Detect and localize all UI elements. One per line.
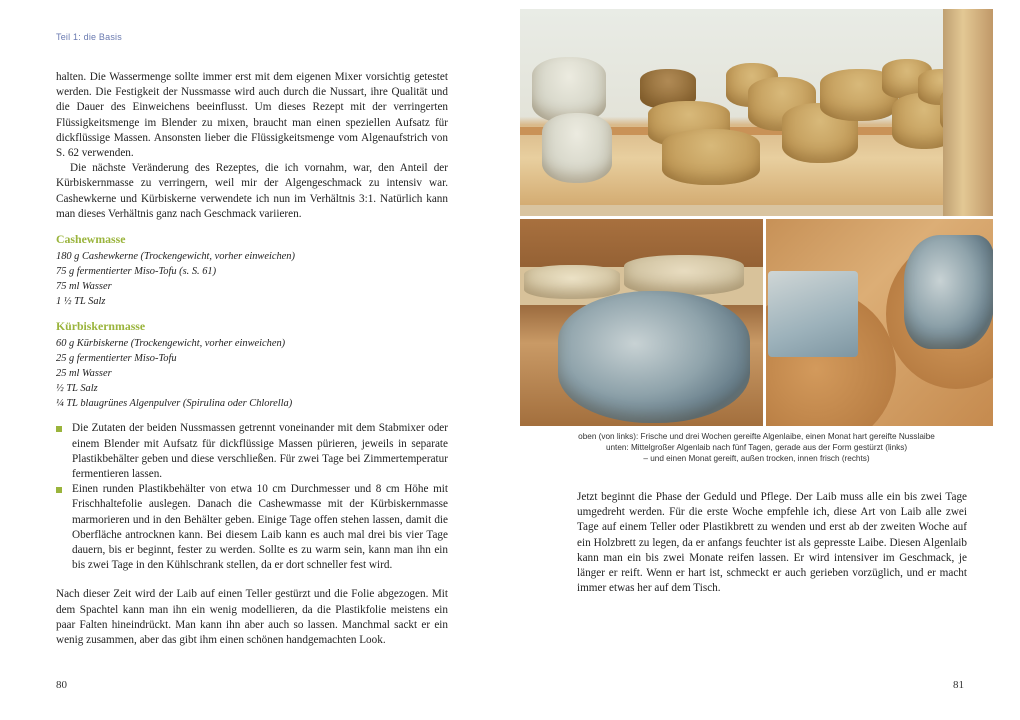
ingredient-item: ½ TL Salz [56, 383, 98, 395]
subheading-cashew: Cashewmasse [56, 232, 126, 247]
ingredient-list-cashew [56, 249, 448, 309]
cheese-wheel [524, 265, 620, 299]
photo-cheese-shelf [520, 9, 993, 216]
ingredient-item: 25 g fermentierter Miso-Tofu [56, 353, 177, 365]
right-page [510, 0, 1020, 720]
page-number-left: 80 [56, 679, 67, 691]
caption-line: – und einen Monat gereift, außen trocken, innen frisch (rechts) [643, 454, 870, 463]
photo-caption [520, 431, 993, 464]
ingredient-list-pumpkin [56, 336, 448, 411]
ingredient-item: 75 ml Wasser [56, 281, 112, 293]
running-head: Teil 1: die Basis [56, 32, 122, 42]
closing-paragraph: Nach dieser Zeit wird der Laib auf einen Teller gestürzt und die Folie abgezogen. Mit dem Spachtel kann man ihn ein wenig modellieren, da die Plastikfolie meistens ein paar Falten hineindrückt. Man kann ihn aber auch so lassen. Manchmal sackt er ein wenig zusammen, aber das gibt ihm einen schönen handgemachten Look. [56, 588, 448, 647]
right-text-column [577, 490, 967, 596]
cheese-wheel [624, 255, 744, 295]
cheese-wheel [662, 129, 760, 185]
paragraph: Die nächste Veränderung des Rezeptes, die ich vornahm, war, den Anteil der Kürbiskernmasse zu verringern, weil mir der Algengeschmack zu intensiv war. Cashewkerne und Kürbiskerne verwendete ich nun im Verhältnis 3:1. Natürlich kann man dieses Verhältnis ganz nach Geschmack variieren. [56, 162, 448, 220]
shelf-front [520, 205, 993, 216]
caption-line: oben (von links): Frische und drei Wochen gereifte Algenlaibe, einen Monat hart gereifte Nusslaibe [578, 432, 935, 441]
shelf-side-panel [943, 9, 993, 216]
ingredient-item: ¼ TL blaugrünes Algenpulver (Spirulina oder Chlorella) [56, 398, 293, 410]
ingredient-item: 180 g Cashewkerne (Trockengewicht, vorher einweichen) [56, 251, 295, 263]
algae-cheese-loaf [558, 291, 750, 423]
step-list [56, 421, 448, 573]
cut-cheese-wedge [768, 271, 858, 357]
paragraph: Jetzt beginnt die Phase der Geduld und Pflege. Der Laib muss alle ein bis zwei Tage umgedreht werden. Für die erste Woche empfehle ich, diese Art von Laib alle zwei Tage auf einem Teller oder Plastikbrett zu wenden und erst ab der zweiten Woche auf ein Holzbrett zu legen, da er anfangs feuchter ist als gepresste Laibe. Diesen Algenlaib kann man ein bis zwei Monate reifen lassen. Er wird intensiver im Geschmack, je länger er reift. Wenn er hart ist, schmeckt er auch gerieben vorzüglich, und er macht immer etwas her auf dem Tisch. [577, 491, 967, 595]
photo-aged-algae-loaf [766, 219, 993, 426]
paragraph: halten. Die Wassermenge sollte immer erst mit dem eigenen Mixer vorsichtig getestet werden. Die Festigkeit der Nussmasse wird auch durch die Nussart, ihre Qualität und die Dauer des Einweichens beeinflusst. Um dieses Rezept mit der verringerten Flüssigkeitsmenge im Blender zu mixen, braucht man einen speziellen Aufsatz für dickflüssige Massen. Ansonsten lieber die Flüssigkeitsmenge vom Algenaufstrich von S. 62 verwenden. [56, 71, 448, 160]
aged-cheese-loaf [904, 235, 993, 349]
step-item: Einen runden Plastikbehälter von etwa 10 cm Durchmesser und 8 cm Höhe mit Frischhaltefolie auslegen. Danach die Cashewmasse mit der Kürbiskernmasse marmorieren und in den Behälter geben. Einige Tage offen stehen lassen, damit die Oberfläche antrocknen kann. Bei diesem Laib kann es auch mal drei bis vier Tage dauern, bis er beginnt, fester zu werden. Sollte es zu warm sein, kann man ihn ein bis zwei Tage in den Kühlschrank stellen, da er dort schneller fest wird. [56, 482, 448, 573]
subheading-pumpkin: Kürbiskernmasse [56, 319, 146, 334]
ingredient-item: 60 g Kürbiskerne (Trockengewicht, vorher einweichen) [56, 338, 286, 350]
ingredient-item: 75 g fermentierter Miso-Tofu (s. S. 61) [56, 266, 217, 278]
ingredient-item: 1 ½ TL Salz [56, 296, 106, 308]
ingredient-item: 25 ml Wasser [56, 368, 112, 380]
left-text-column [56, 70, 448, 648]
cheese-wheel [542, 113, 612, 183]
step-item: Die Zutaten der beiden Nussmassen getrennt voneinander mit dem Stabmixer oder einem Blender mit Aufsatz für dickflüssige Massen pürieren, jeweils in separate Plastikbehälter geben und diese verschließen. Für zwei Tage bei Zimmertemperatur fermentieren lassen. [56, 421, 448, 482]
caption-line: unten: Mittelgroßer Algenlaib nach fünf Tagen, gerade aus der Form gestürzt (links) [605, 443, 908, 452]
photo-fresh-algae-loaf [520, 219, 763, 426]
page-number-right: 81 [953, 679, 964, 691]
